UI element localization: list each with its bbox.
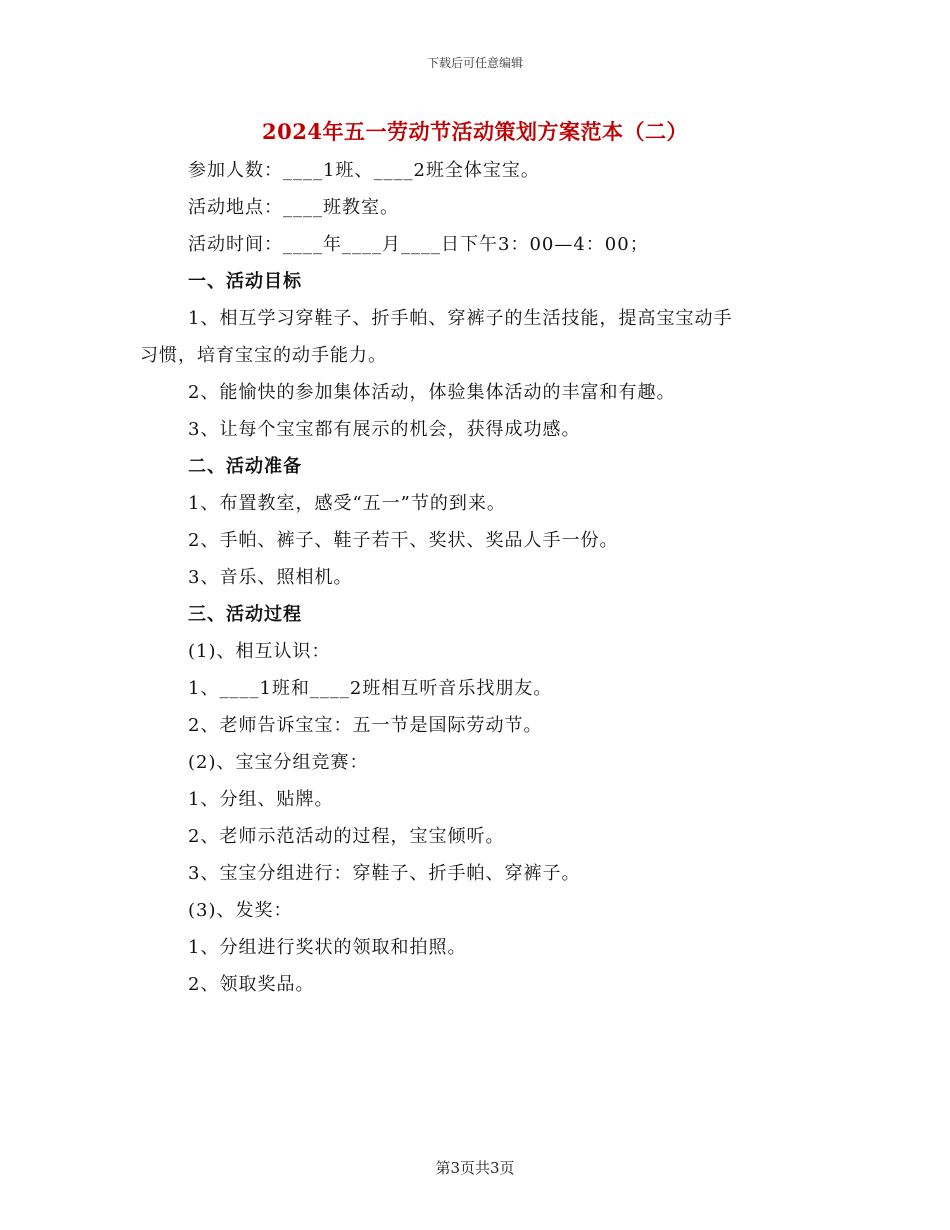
process-subheading-1: (1)、相互认识： xyxy=(188,641,331,662)
process-3-item-1: 1、分组进行奖状的领取和拍照。 xyxy=(188,937,467,958)
goal-item-1: 1、相互学习穿鞋子、折手帕、穿裤子的生活技能，提高宝宝动手 xyxy=(188,308,733,329)
location-line: 活动地点：____班教室。 xyxy=(188,197,399,218)
document-body xyxy=(140,152,820,1003)
process-2-item-2: 2、老师示范活动的过程，宝宝倾听。 xyxy=(188,826,505,847)
prep-item-1: 1、布置教室，感受“五一”节的到来。 xyxy=(188,493,506,514)
goal-item-1-continuation: 习惯，培育宝宝的动手能力。 xyxy=(140,345,387,366)
section-heading-preparation: 二、活动准备 xyxy=(188,456,302,477)
time-line: 活动时间：____年____月____日下午3：00—4：00； xyxy=(188,234,649,255)
process-subheading-2: (2)、宝宝分组竞赛： xyxy=(188,752,369,773)
goal-item-2: 2、能愉快的参加集体活动，体验集体活动的丰富和有趣。 xyxy=(188,382,676,403)
process-2-item-3: 3、宝宝分组进行：穿鞋子、折手帕、穿裤子。 xyxy=(188,863,581,884)
prep-item-3: 3、音乐、照相机。 xyxy=(188,567,353,588)
participants-line: 参加人数：____1班、____2班全体宝宝。 xyxy=(188,160,540,181)
document-title: 2024年五一劳动节活动策划方案范本（二） xyxy=(262,119,688,144)
process-2-item-1: 1、分组、贴牌。 xyxy=(188,789,334,810)
section-heading-goals: 一、活动目标 xyxy=(188,271,302,292)
process-1-item-2: 2、老师告诉宝宝：五一节是国际劳动节。 xyxy=(188,715,543,736)
process-3-item-2: 2、领取奖品。 xyxy=(188,974,315,995)
page-footer: 第3页共3页 xyxy=(435,1159,515,1177)
goal-item-3: 3、让每个宝宝都有展示的机会，获得成功感。 xyxy=(188,419,581,440)
header-note: 下载后可任意编辑 xyxy=(426,56,523,70)
section-heading-process: 三、活动过程 xyxy=(188,604,302,625)
process-subheading-3: (3)、发奖： xyxy=(188,900,293,921)
process-1-item-1: 1、____1班和____2班相互听音乐找朋友。 xyxy=(188,678,553,699)
prep-item-2: 2、手帕、裤子、鞋子若干、奖状、奖品人手一份。 xyxy=(188,530,619,551)
